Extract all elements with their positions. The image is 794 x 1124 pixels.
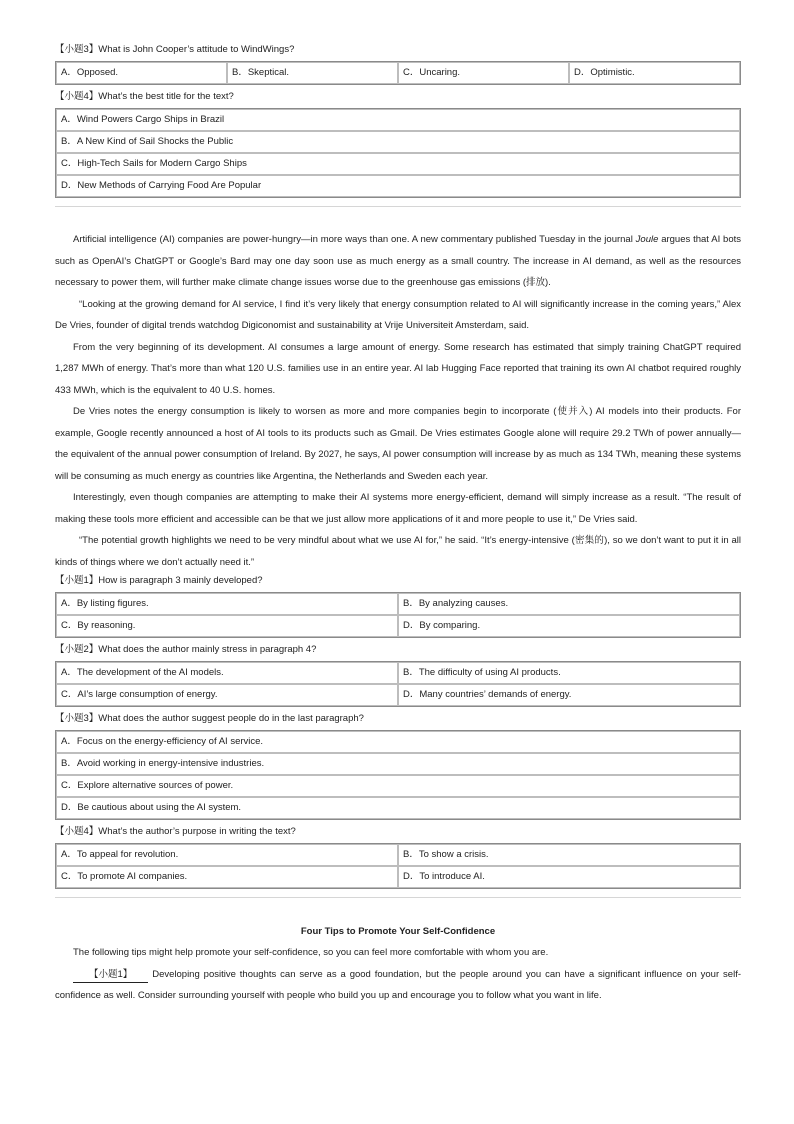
question-prompt: 【小题3】What does the author suggest people do in the last paragraph?	[55, 713, 364, 724]
option-a[interactable]: A．Opposed.	[56, 62, 227, 84]
option-d[interactable]: D．Optimistic.	[569, 62, 740, 84]
option-table	[55, 661, 741, 707]
option-b[interactable]: B．The difficulty of using AI products.	[398, 662, 740, 684]
paragraph-2: “Looking at the growing demand for AI service, I find it’s very likely that energy consumption related to AI will significantly increase in the coming years,” Alex De Vries, founder of digital trends watchdog Digiconomist and sustainability at Vrije Universiteit Amsterdam, said.	[55, 298, 741, 331]
option-a[interactable]: A．Focus on the energy-efficiency of AI service.	[56, 731, 740, 753]
option-c[interactable]: C．Explore alternative sources of power.	[56, 775, 740, 797]
paragraph-4: De Vries notes the energy consumption is likely to worsen as more and more companies begin to incorporate (使并入) AI models into their products. For example, Google recently announced a host of AI tools to its products such as Gmail. De Vries estimates Google alone will require 29.2 TWh of power annually—the equivalent of the annual power consumption of Ireland. By 2027, he says, AI power consumption will increase by as much as 134 TWh, meaning these systems will be consuming as much energy as countries like Argentina, the Netherlands and Sweden each year.	[55, 406, 741, 482]
option-c[interactable]: C．Uncaring.	[398, 62, 569, 84]
option-a[interactable]: A．Wind Powers Cargo Ships in Brazil	[56, 109, 740, 131]
option-a[interactable]: A．By listing figures.	[56, 593, 398, 615]
question-prompt: 【小题2】What does the author mainly stress in paragraph 4?	[55, 644, 317, 655]
option-table	[55, 108, 741, 198]
option-d[interactable]: D．Many countries’ demands of energy.	[398, 684, 740, 706]
paragraph-text: Artificial intelligence (AI) companies are power-hungry—in more ways than one. A new commentary published Tuesday in the journal	[73, 234, 636, 245]
section-divider	[55, 897, 741, 898]
answer-blank[interactable]: 【小题1】	[73, 968, 148, 983]
option-c[interactable]: C．By reasoning.	[56, 615, 398, 637]
exam-page	[55, 40, 741, 1007]
paragraph-1	[55, 964, 741, 1007]
paragraph-3: From the very beginning of its development. AI consumes a large amount of energy. Some research has estimated that simply training ChatGPT required 1,287 MWh of energy. That’s more than what 120 U.S. families use in an entire year. AI lab Hugging Face reported that training its own AI chatbot required roughly 433 MWh, which is the equivalent to 40 U.S. homes.	[55, 341, 741, 396]
paragraph-text: Developing positive thoughts can serve as a good foundation, but the people around you can have a significant influence on your self-confidence as well. Consider surrounding yourself with people who build you up and encourage you to follow what you want in life.	[55, 968, 741, 1001]
option-d[interactable]: D．Be cautious about using the AI system.	[56, 797, 740, 819]
option-b[interactable]: B．To show a crisis.	[398, 844, 740, 866]
paragraph-text: argues that AI bots such as OpenAI’s ChatGPT or Google’s Bard may one day soon use as much energy as a small country. The increase in AI demand, as well as the resources necessary to power them, will further make climate change issues worse due to the greenhouse gas emissions (排放).	[55, 234, 742, 288]
question-prompt: 【小题3】What is John Cooper’s attitude to WindWings?	[55, 44, 295, 55]
option-d[interactable]: D．New Methods of Carrying Food Are Popular	[56, 175, 740, 197]
option-table	[55, 592, 741, 638]
passage-title: Four Tips to Promote Your Self-Confidence	[300, 926, 496, 937]
option-table	[55, 843, 741, 889]
section-divider	[55, 206, 741, 207]
option-a[interactable]: A．The development of the AI models.	[56, 662, 398, 684]
option-b[interactable]: B．Skeptical.	[227, 62, 398, 84]
option-d[interactable]: D．To introduce AI.	[398, 866, 740, 888]
paragraph-1	[55, 229, 741, 294]
option-b[interactable]: B．Avoid working in energy-intensive industries.	[56, 753, 740, 775]
paragraph-6: “The potential growth highlights we need to be very mindful about what we use AI for,” he said. “It’s energy-intensive (密集的), so we don’t want to put it in all kinds of things where we don’t actually need it.”	[55, 535, 741, 568]
option-b[interactable]: B．By analyzing causes.	[398, 593, 740, 615]
option-a[interactable]: A．To appeal for revolution.	[56, 844, 398, 866]
option-b[interactable]: B．A New Kind of Sail Shocks the Public	[56, 131, 740, 153]
option-c[interactable]: C．AI’s large consumption of energy.	[56, 684, 398, 706]
paragraph-5: Interestingly, even though companies are attempting to make their AI systems more energy-efficient, demand will simply increase as a result. “The result of making these tools more efficient and accessible can be that we just allow more applications of it and more people to use it,” De Vries said.	[55, 492, 741, 525]
question-prompt: 【小题4】What’s the best title for the text?	[55, 91, 234, 102]
intro-paragraph: The following tips might help promote your self-confidence, so you can feel more comfortable with whom you are.	[73, 947, 549, 958]
passage-ai-energy	[55, 229, 741, 573]
question-prompt: 【小题4】What’s the author’s purpose in writing the text?	[55, 826, 296, 837]
passage-self-confidence	[55, 922, 741, 1007]
journal-name: Joule	[635, 234, 659, 245]
question-prompt: 【小题1】How is paragraph 3 mainly developed?	[55, 575, 263, 586]
option-table	[55, 730, 741, 820]
option-d[interactable]: D．By comparing.	[398, 615, 740, 637]
option-c[interactable]: C．To promote AI companies.	[56, 866, 398, 888]
option-table	[55, 61, 741, 85]
option-c[interactable]: C．High-Tech Sails for Modern Cargo Ships	[56, 153, 740, 175]
